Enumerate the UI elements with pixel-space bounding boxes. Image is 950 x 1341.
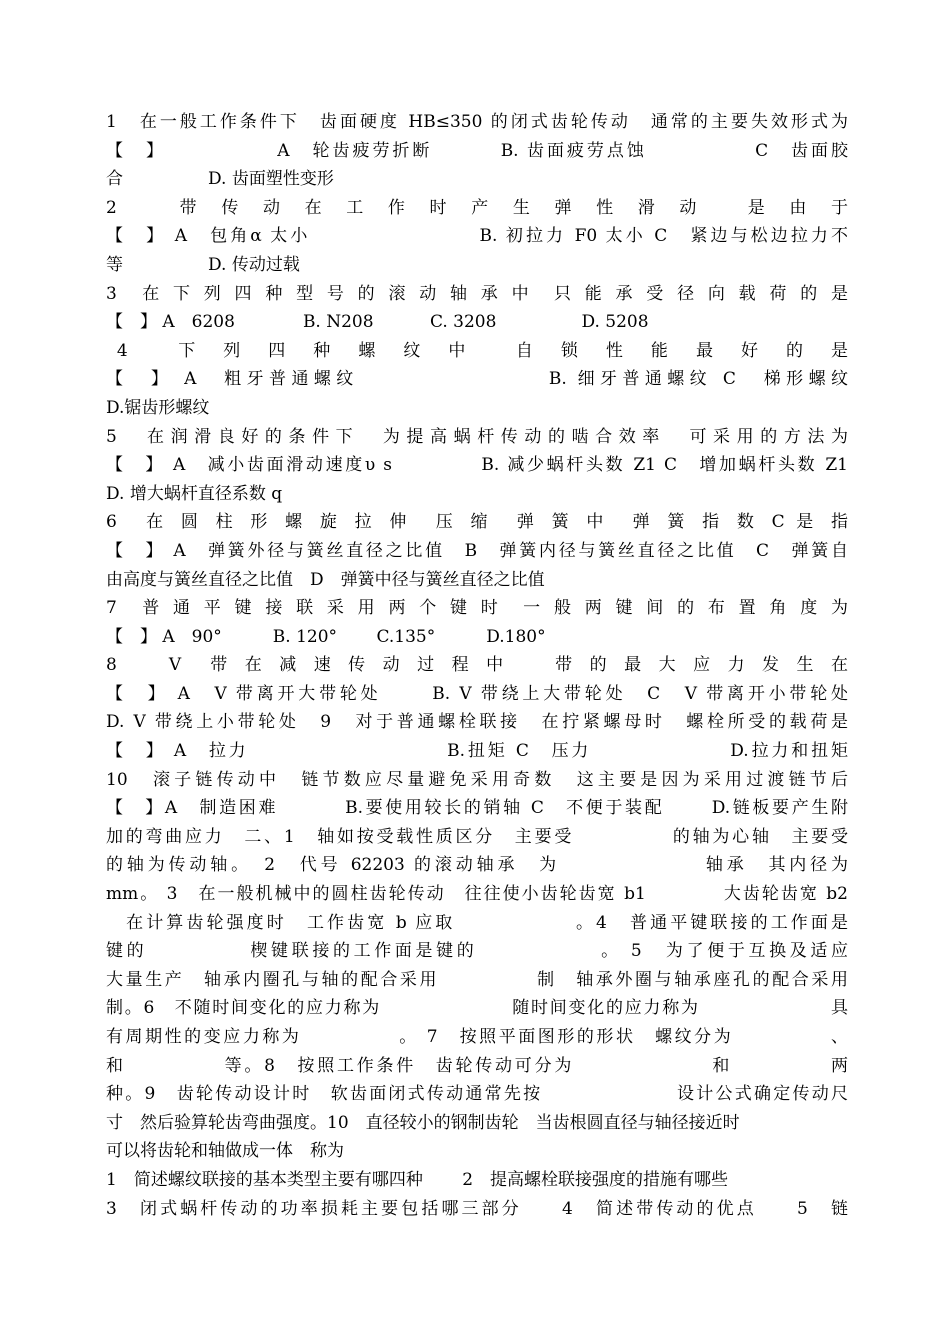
- text-line: 合 D. 齿面塑性变形: [106, 169, 334, 190]
- text-line: 【 】 A 粗牙普通螺纹 B. 细牙普通螺纹 C 梯形螺纹: [106, 369, 848, 390]
- text-line: 种。9 齿轮传动设计时 软齿面闭式传动通常先按 设计公式确定传动尺: [106, 1084, 848, 1105]
- text-line: 等 D. 传动过载: [106, 254, 300, 275]
- text-line: 【 】 A 90° B. 120° C.135° D.180°: [106, 626, 546, 647]
- text-line: 有周期性的变应力称为 。 7 按照平面图形的形状 螺纹分为 、: [106, 1027, 848, 1047]
- text-line: 大量生产 轴承内圈孔与轴的配合采用 制 轴承外圈与轴承座孔的配合采用: [106, 969, 848, 990]
- text-line: 【 】 A 轮齿疲劳折断 B. 齿面疲劳点蚀 C 齿面胶: [106, 140, 848, 161]
- text-line: D.锯齿形螺纹: [106, 397, 210, 418]
- text-line: 1 在一般工作条件下 齿面硬度 HB≤350 的闭式齿轮传动 通常的主要失效形式为: [106, 112, 848, 132]
- document-body: [106, 108, 848, 1223]
- text-line: D. 增大蜗杆直径系数 q: [106, 483, 283, 504]
- text-line: 【 】A 制造困难 B.要使用较长的销轴 C 不便于装配 D.链板要产生附: [106, 798, 848, 819]
- text-line: 7 普 通 平 键 接 联 采 用 两 个 键 时 一 般 两 键 间 的 布 置 角 度 为: [106, 598, 848, 619]
- text-line: 【 】 A 减小齿面滑动速度υ s B. 减少蜗杆头数 Z1 C 增加蜗杆头数 Z1: [106, 455, 848, 476]
- text-line: 5 在润滑良好的条件下 为提高蜗杆传动的啮合效率 可采用的方法为: [106, 426, 848, 447]
- text-line: 由高度与簧丝直径之比值 D 弹簧中径与簧丝直径之比值: [106, 569, 545, 590]
- text-line: 3 在 下 列 四 种 型 号 的 滚 动 轴 承 中 只 能 承 受 径 向 载 荷 的 是: [106, 283, 848, 304]
- text-line: 键的 楔键联接的工作面是键的 。 5 为了便于互换及适应: [106, 941, 848, 962]
- text-line: 在计算齿轮强度时 工作齿宽 b 应取 。4 普通平键联接的工作面是: [106, 912, 848, 933]
- text-line: 10 滚子链传动中 链节数应尽量避免采用奇数 这主要是因为采用过渡链节后: [106, 769, 848, 790]
- text-line: 2 带 传 动 在 工 作 时 产 生 弹 性 滑 动 是 由 于: [106, 197, 848, 218]
- text-line: 寸 然后验算轮齿弯曲强度。10 直径较小的钢制齿轮 当齿根圆直径与轴径接近时: [106, 1112, 740, 1133]
- text-line: 和 等。8 按照工作条件 齿轮传动可分为 和 两: [106, 1055, 848, 1076]
- text-line: 【 】 A 6208 B. N208 C. 3208 D. 5208: [106, 312, 649, 333]
- text-line: 8 V 带 在 减 速 传 动 过 程 中 带 的 最 大 应 力 发 生 在: [106, 655, 848, 676]
- text-line: 【 】 A 拉力 B.扭矩 C 压力 D.拉力和扭矩: [106, 741, 848, 762]
- text-line: 可以将齿轮和轴做成一体 称为: [106, 1141, 344, 1162]
- text-line: 4 下 列 四 种 螺 纹 中 自 锁 性 能 最 好 的 是: [106, 340, 848, 361]
- text-line: mm。 3 在一般机械中的圆柱齿轮传动 往往使小齿轮齿宽 b1 大齿轮齿宽 b2: [106, 884, 848, 905]
- text-line: 【 】 A 弹簧外径与簧丝直径之比值 B 弹簧内径与簧丝直径之比值 C 弹簧自: [106, 540, 848, 561]
- text-line: 【 】 A 包角α 太小 B. 初拉力 F0 太小 C 紧边与松边拉力不: [106, 226, 848, 247]
- text-line: 【 】 A V 带离开大带轮处 B. V 带绕上大带轮处 C V 带离开小带轮处: [106, 683, 848, 704]
- text-line: 1 简述螺纹联接的基本类型主要有哪四种 2 提高螺栓联接强度的措施有哪些: [106, 1169, 729, 1190]
- text-line: 加的弯曲应力 二、1 轴如按受载性质区分 主要受 的轴为心轴 主要受: [106, 826, 848, 847]
- text-line: 制。6 不随时间变化的应力称为 随时间变化的应力称为 具: [106, 998, 848, 1019]
- text-line: 3 闭式蜗杆传动的功率损耗主要包括哪三部分 4 简述带传动的优点 5 链: [106, 1198, 848, 1219]
- text-line: 6 在 圆 柱 形 螺 旋 拉 伸 压 缩 弹 簧 中 弹 簧 指 数 C 是 指: [106, 512, 848, 533]
- text-line: D. V 带绕上小带轮处 9 对于普通螺栓联接 在拧紧螺母时 螺栓所受的载荷是: [106, 712, 848, 733]
- text-line: 的轴为传动轴。 2 代号 62203 的滚动轴承 为 轴承 其内径为: [106, 855, 848, 876]
